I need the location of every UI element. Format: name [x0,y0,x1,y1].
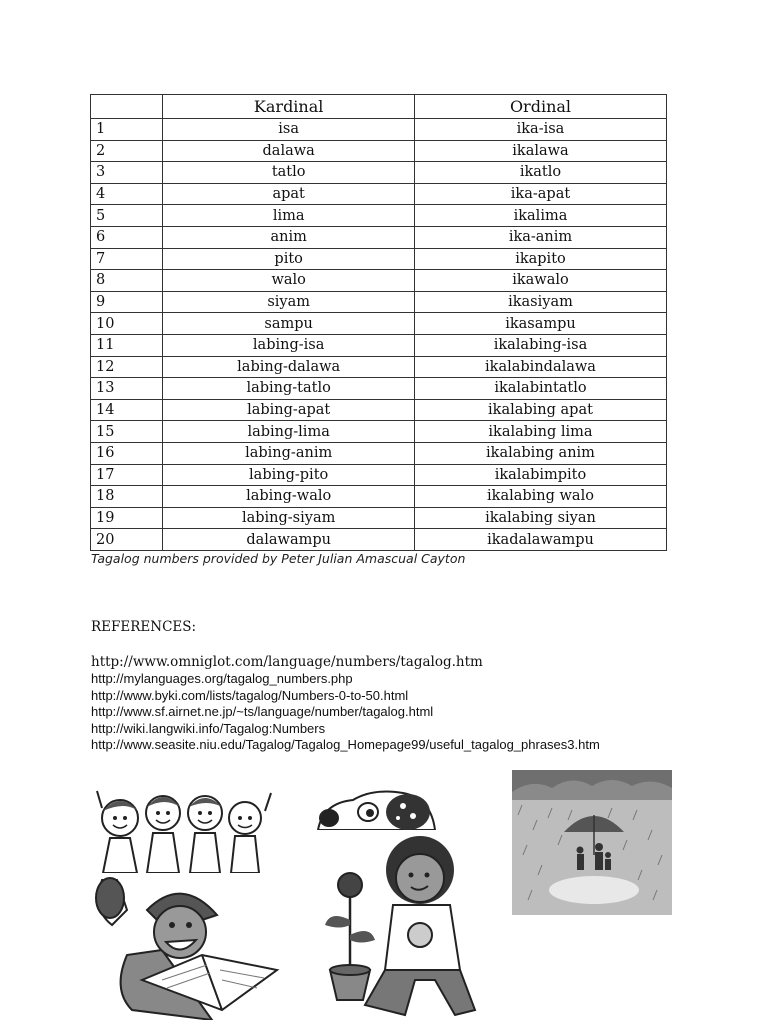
header-number [91,95,163,119]
kardinal-cell: walo [163,270,415,292]
number-cell: 19 [91,507,163,529]
kardinal-cell: apat [163,183,415,205]
table-row [91,270,667,292]
reference-link[interactable]: http://www.seasite.niu.edu/Tagalog/Tagalog_Homepage99/useful_tagalog_phrases3.htm [91,737,600,753]
table-row [91,313,667,335]
table-row [91,291,667,313]
kardinal-cell: labing-walo [163,486,415,508]
ordinal-cell: ikawalo [414,270,666,292]
number-cell: 16 [91,442,163,464]
number-cell: 6 [91,226,163,248]
table-row [91,421,667,443]
kardinal-cell: pito [163,248,415,270]
number-cell: 20 [91,529,163,551]
kardinal-cell: siyam [163,291,415,313]
kardinal-cell: labing-isa [163,334,415,356]
table-row [91,464,667,486]
ordinal-cell: ika-apat [414,183,666,205]
table-row [91,486,667,508]
kardinal-cell: dalawampu [163,529,415,551]
number-cell: 18 [91,486,163,508]
number-cell: 17 [91,464,163,486]
dog-peeking-illustration [313,788,438,830]
ordinal-cell: ika-isa [414,119,666,141]
table-row [91,162,667,184]
number-cell: 7 [91,248,163,270]
ordinal-cell: ikapito [414,248,666,270]
kardinal-cell: sampu [163,313,415,335]
kardinal-cell: lima [163,205,415,227]
header-ordinal: Ordinal [414,95,666,119]
ordinal-cell: ikasiyam [414,291,666,313]
ordinal-cell: ikalabintatlo [414,378,666,400]
ordinal-cell: ikasampu [414,313,666,335]
girl-planting-flower-illustration [305,830,480,1020]
number-cell: 12 [91,356,163,378]
number-cell: 10 [91,313,163,335]
reference-link[interactable]: http://www.byki.com/lists/tagalog/Numbers-0-to-50.html [91,687,409,703]
table-row [91,356,667,378]
number-cell: 3 [91,162,163,184]
number-cell: 2 [91,140,163,162]
family-umbrella-rain-photo [512,770,672,915]
table-caption: Tagalog numbers provided by Peter Julian Amascual Cayton [91,551,466,566]
kardinal-cell: labing-anim [163,442,415,464]
number-cell: 5 [91,205,163,227]
kardinal-cell: labing-siyam [163,507,415,529]
ordinal-cell: ikalabing apat [414,399,666,421]
ordinal-cell: ikalabing walo [414,486,666,508]
header-kardinal: Kardinal [163,95,415,119]
ordinal-cell: ikalabing lima [414,421,666,443]
ordinal-cell: ikalabing siyan [414,507,666,529]
reference-link[interactable]: http://mylanguages.org/tagalog_numbers.php [91,671,353,686]
children-waving-illustration [95,783,275,873]
table-row [91,226,667,248]
number-cell: 8 [91,270,163,292]
kardinal-cell: labing-apat [163,399,415,421]
table-header-row [91,95,667,119]
table-row [91,334,667,356]
ordinal-cell: ikalabing anim [414,442,666,464]
kardinal-cell: labing-lima [163,421,415,443]
number-cell: 9 [91,291,163,313]
kardinal-cell: labing-dalawa [163,356,415,378]
ordinal-cell: ikatlo [414,162,666,184]
table-row [91,205,667,227]
number-cell: 15 [91,421,163,443]
table-row [91,183,667,205]
number-cell: 14 [91,399,163,421]
number-cell: 1 [91,119,163,141]
table-row [91,378,667,400]
table-row [91,248,667,270]
number-cell: 11 [91,334,163,356]
kardinal-cell: tatlo [163,162,415,184]
table-row [91,442,667,464]
table-row [91,140,667,162]
boy-reading-book-illustration [92,870,280,1020]
ordinal-cell: ikalawa [414,140,666,162]
reference-link[interactable]: http://wiki.langwiki.info/Tagalog:Numbers [91,720,326,736]
number-cell: 13 [91,378,163,400]
kardinal-cell: anim [163,226,415,248]
ordinal-cell: ika-anim [414,226,666,248]
table-row [91,399,667,421]
ordinal-cell: ikalabimpito [414,464,666,486]
table-row [91,119,667,141]
reference-link[interactable]: http://www.omniglot.com/language/numbers/tagalog.htm [91,654,483,670]
number-cell: 4 [91,183,163,205]
ordinal-cell: ikalabindalawa [414,356,666,378]
table-row [91,529,667,551]
reference-link[interactable]: http://www.sf.airnet.ne.jp/~ts/language/number/tagalog.html [91,704,434,720]
ordinal-cell: ikadalawampu [414,529,666,551]
numbers-table [90,94,667,551]
references-title: REFERENCES: [91,619,197,635]
ordinal-cell: ikalabing-isa [414,334,666,356]
kardinal-cell: labing-pito [163,464,415,486]
ordinal-cell: ikalima [414,205,666,227]
kardinal-cell: dalawa [163,140,415,162]
kardinal-cell: isa [163,119,415,141]
kardinal-cell: labing-tatlo [163,378,415,400]
table-row [91,507,667,529]
reference-list [91,671,600,754]
